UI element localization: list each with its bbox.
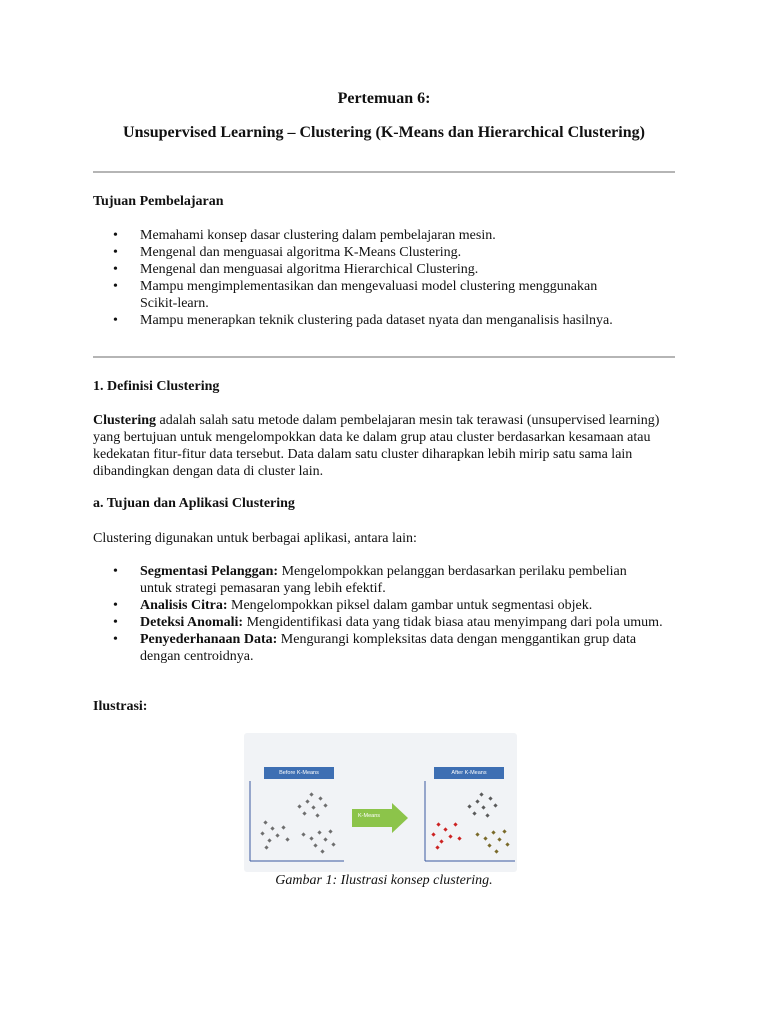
cluster-olive-points — [475, 829, 509, 853]
list-item: • Mengenal dan menguasai algoritma Hierarchical Clustering. — [93, 261, 678, 278]
applications-intro: Clustering digunakan untuk berbagai aplikasi, antara lain: — [93, 531, 417, 546]
list-item — [93, 597, 678, 614]
illustration-heading: Ilustrasi: — [93, 699, 148, 714]
cluster-red-points — [431, 822, 461, 849]
list-item — [93, 631, 678, 665]
item-text: Mengelompokkan piksel dalam gambar untuk segmentasi objek. — [227, 598, 593, 613]
cluster-dark-points — [467, 792, 497, 817]
clustering-illustration — [244, 733, 517, 872]
after-kmeans-label: After K-Means — [434, 767, 504, 779]
list-item — [93, 614, 678, 631]
list-item: • Mampu menerapkan teknik clustering pada dataset nyata dan menganalisis hasilnya. — [93, 312, 678, 329]
list-item — [93, 563, 678, 597]
arrow-label: K-Means — [358, 813, 381, 819]
page-title: Pertemuan 6: — [337, 90, 431, 107]
divider — [93, 356, 675, 358]
applications-list — [93, 563, 678, 665]
list-item: • Mengenal dan menguasai algoritma K-Means Clustering. — [93, 244, 678, 261]
page-subtitle: Unsupervised Learning – Clustering (K-Means dan Hierarchical Clustering) — [123, 124, 645, 141]
item-text: Mengurangi kompleksitas data dengan menggantikan grup data dengan centroidnya. — [140, 632, 637, 664]
item-term: Deteksi Anomali: — [140, 615, 244, 630]
unclustered-points — [260, 792, 335, 853]
clustering-diagram — [244, 733, 517, 872]
divider — [93, 171, 675, 173]
list-item: • Memahami konsep dasar clustering dalam pembelajaran mesin. — [93, 227, 678, 244]
objectives-heading: Tujuan Pembelajaran — [93, 194, 224, 209]
item-text: Mengidentifikasi data yang tidak biasa atau menyimpang dari pola umum. — [243, 615, 663, 630]
figure-caption: Gambar 1: Ilustrasi konsep clustering. — [275, 873, 493, 888]
objectives-list — [93, 227, 678, 329]
subsection-heading: a. Tujuan dan Aplikasi Clustering — [93, 496, 295, 511]
definition-paragraph — [93, 412, 678, 480]
item-term: Segmentasi Pelanggan: — [140, 564, 279, 579]
item-term: Penyederhanaan Data: — [140, 632, 278, 647]
definition-text: adalah salah satu metode dalam pembelajaran mesin tak terawasi (unsupervised learning) yang bertujuan untuk mengelompokkan data ke dalam grup atau cluster berdasarkan kesamaan atau kedekatan fitur-fitur data tersebut. Data dalam satu cluster diharapkan lebih mirip satu sama lain dibandingkan dengan data di cluster lain. — [93, 413, 660, 479]
section-heading: 1. Definisi Clustering — [93, 379, 220, 394]
item-term: Analisis Citra: — [140, 598, 228, 613]
before-kmeans-label: Before K-Means — [264, 767, 334, 779]
item-text: Mengelompokkan pelanggan berdasarkan perilaku pembelian untuk strategi pemasaran yang lebih efektif. — [140, 564, 627, 596]
list-item: • Mampu mengimplementasikan dan mengevaluasi model clustering menggunakan Scikit-learn. — [93, 278, 678, 312]
definition-term: Clustering — [93, 413, 156, 428]
